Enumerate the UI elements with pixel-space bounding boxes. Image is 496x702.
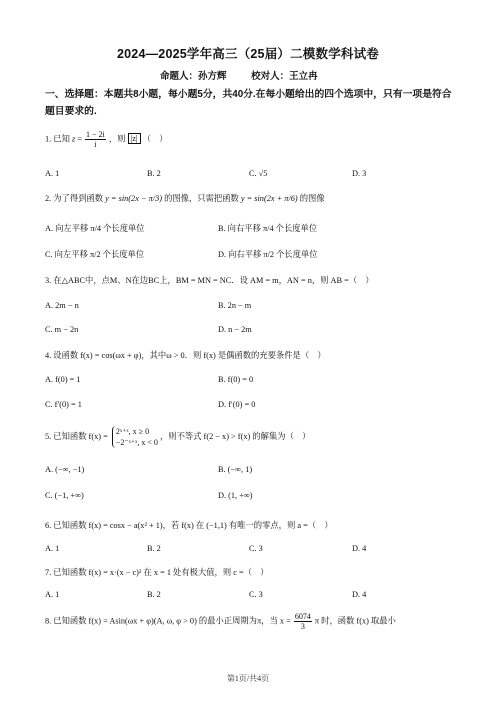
q7-option-c: C. 3 xyxy=(249,590,263,599)
q1-fraction: $\frac{1 - 2i}{i}$ xyxy=(86,130,105,149)
exam-title: 2024—2025学年高三（25届）二模数学科试卷 xyxy=(116,47,380,61)
question-1: 1. 已知 z = $\frac{1 - 2i}{i}$ ，则 |z| （ ） xyxy=(45,130,168,149)
q1-option-b: B. 2 xyxy=(147,169,161,178)
q2-option-d: D. 向右平移 π/2 个长度单位 xyxy=(218,250,318,259)
q6-option-b: B. 2 xyxy=(147,544,161,553)
q2-option-a: A. 向左平移 π/4 个长度单位 xyxy=(45,224,145,233)
question-6: 6. 已知函数 f(x) = cosx − a(x² + 1)，若 f(x) 在 (−1,1) 有唯一的零点，则 a =（ ） xyxy=(45,521,333,530)
question-2: 2. 为了得到函数 y = sin(2x − π/3) 的图像，只需把函数 y = sin(2x + π/6) 的图像 xyxy=(45,194,325,203)
q4-option-d: D. f′(0) = 0 xyxy=(218,400,256,409)
q1-option-c: C. √5 xyxy=(249,169,268,178)
q3-option-d: D. n − 2m xyxy=(218,325,252,334)
q7-option-d: D. 4 xyxy=(352,590,367,599)
piecewise-brace: 2ˣ⁺ˣ, x ≥ 0 −2⁻ˣ⁺ˣ, x < 0 xyxy=(112,426,158,448)
q6-option-d: D. 4 xyxy=(352,544,367,553)
q4-option-b: B. f(0) = 0 xyxy=(218,375,254,384)
q5-option-a: A. (−∞, −1) xyxy=(45,465,85,474)
q7-option-b: B. 2 xyxy=(147,590,161,599)
q8-fraction: $\frac{6074}{3}$ xyxy=(294,612,311,631)
q6-option-a: A. 1 xyxy=(45,544,60,553)
q4-option-c: C. f′(0) = 1 xyxy=(45,400,82,409)
authors-line xyxy=(160,68,340,82)
q2-option-c: C. 向左平移 π/2 个长度单位 xyxy=(45,250,145,259)
setter: 命题人：孙方辉 xyxy=(160,71,227,82)
q3-option-b: B. 2n − m xyxy=(218,301,252,310)
page-footer: 第1页/共4页 xyxy=(226,674,270,683)
question-8: 8. 已知函数 f(x) = Asin(ωx + φ)(A, ω, φ > 0) 的最小正周期为π，当 x = $\frac{6074}{3}$ π 时，函数 f(x) 取最小 xyxy=(45,612,396,631)
question-7: 7. 已知函数 f(x) = x·(x − c)² 在 x = 1 处有极大值，则 c =（ ） xyxy=(45,568,269,577)
checker: 校对人：王立冉 xyxy=(251,71,318,82)
q4-option-a: A. f(0) = 1 xyxy=(45,375,81,384)
q1-option-a: A. 1 xyxy=(45,169,60,178)
question-3: 3. 在△ABC中，点M、N在边BC上，BM = MN = NC．设 AM = m，AN = n，则 AB =（ ） xyxy=(45,276,374,285)
q6-option-c: C. 3 xyxy=(249,544,263,553)
q1-option-d: D. 3 xyxy=(352,169,367,178)
q5-option-b: B. (−∞, 1) xyxy=(218,465,253,474)
q3-option-c: C. m − 2n xyxy=(45,325,79,334)
section-heading: 一、选择题：本题共8小题，每小题5分，共40分.在每小题给出的四个选项中，只有一项是符合题目要求的. xyxy=(45,89,452,117)
q7-option-a: A. 1 xyxy=(45,590,60,599)
q3-option-a: A. 2m − n xyxy=(45,301,79,310)
q5-option-d: D. (1, +∞) xyxy=(218,491,253,500)
q5-option-c: C. (−1, +∞) xyxy=(45,491,84,500)
question-4: 4. 设函数 f(x) = cos(ωx + φ)，其中ω > 0．则 f(x) 是偶函数的充要条件是（ ） xyxy=(45,351,326,360)
question-5: 5. 已知函数 f(x) = 2ˣ⁺ˣ, x ≥ 0 −2⁻ˣ⁺ˣ, x < 0 ，则不等式 f(2 − x) > f(x) 的解集为（ ） xyxy=(45,427,311,447)
q2-option-b: B. 向右平移 π/4 个长度单位 xyxy=(218,224,318,233)
